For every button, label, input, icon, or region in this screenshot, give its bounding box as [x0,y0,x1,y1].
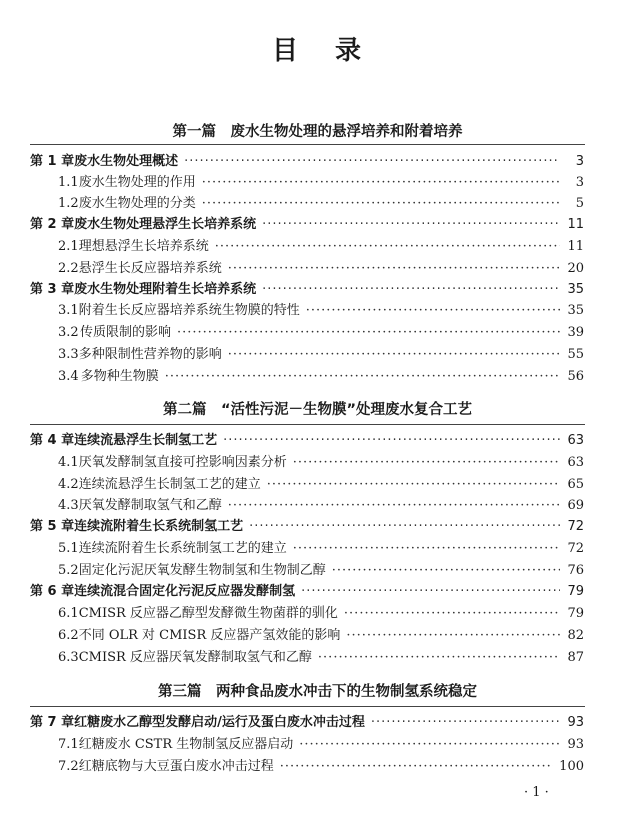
leader-dots [293,453,560,473]
chapter-title: 连续流混合固定化污泥反应器发酵制氢 [74,584,296,599]
folio-page-number: · 1 · [524,785,549,800]
toc-section[interactable] [58,539,584,559]
page-number: 65 [567,477,584,492]
section-title: 理想悬浮生长培养系统 [78,239,209,254]
toc-chapter[interactable] [30,713,584,733]
page-number: 3 [575,175,584,190]
chapter-number: 第 2 章 [30,217,75,232]
section-title: 多物种生物膜 [80,369,159,384]
leader-dots [228,496,560,516]
leader-dots [267,475,560,495]
leader-dots [371,713,560,733]
toc-section[interactable] [58,561,584,581]
toc-chapter[interactable] [30,215,584,235]
section-title: 固定化污泥厌氧发酵生物制氢和生物制乙醇 [78,563,326,578]
section-number: 2.1 [58,239,79,254]
section-number: 3.4 [58,369,79,384]
section-number: 6.2 [58,628,79,643]
leader-dots [202,194,560,214]
toc-chapter[interactable] [30,582,584,602]
leader-dots [215,237,560,257]
leader-dots [306,301,560,321]
page-number: 79 [567,606,584,621]
page-title: 目 录 [271,36,364,66]
page-number: 87 [567,650,584,665]
page-number: 100 [559,759,584,774]
leader-dots [228,259,560,279]
toc-chapter[interactable] [30,152,584,172]
page-number: 11 [567,217,584,232]
section-title: 废水生物处理的作用 [78,175,196,190]
section-number: 3.3 [58,347,79,362]
leader-dots [202,173,560,193]
toc-section[interactable] [58,194,584,214]
leader-dots [165,367,560,387]
chapter-title: 连续流悬浮生长制氢工艺 [74,433,218,448]
toc-section[interactable] [58,259,584,279]
toc-section[interactable] [58,496,584,516]
chapter-title: 红糖废水乙醇型发酵启动/运行及蛋白废水冲击过程 [74,715,365,730]
page-number: 72 [567,519,584,534]
section-title: 多种限制性营养物的影响 [78,347,222,362]
section-title: 传质限制的影响 [79,325,171,340]
chapter-number: 第 3 章 [30,282,75,297]
leader-dots [262,215,560,235]
toc-section[interactable] [58,475,584,495]
leader-dots [262,280,560,300]
page-number: 35 [567,303,584,318]
section-title: 废水生物处理的分类 [78,196,196,211]
section-title: 不同 OLR 对 CMISR 反应器产氢效能的影响 [78,628,341,643]
toc-section[interactable] [58,648,584,668]
toc-section[interactable] [58,173,584,193]
chapter-title: 连续流附着生长系统制氢工艺 [74,519,244,534]
page-number: 56 [567,369,584,384]
section-number: 5.2 [58,563,79,578]
leader-dots [332,561,560,581]
leader-dots [228,345,560,365]
toc-section[interactable] [58,453,584,473]
section-number: 1.2 [58,196,79,211]
section-number: 7.2 [58,759,79,774]
part-heading-3: 第三篇 两种食品废水冲击下的生物制氢系统稳定 [158,684,477,700]
toc-chapter[interactable] [30,280,584,300]
section-title: 厌氧发酵制取氢气和乙醇 [78,498,222,513]
section-number: 4.2 [58,477,79,492]
leader-dots [280,757,553,777]
leader-dots [299,735,560,755]
page-number: 63 [567,433,584,448]
leader-dots [346,626,560,646]
section-number: 3.1 [58,303,79,318]
part-heading-2: 第二篇 “活性污泥－生物膜”处理废水复合工艺 [162,402,473,418]
chapter-number: 第 5 章 [30,519,75,534]
toc-section[interactable] [58,604,584,624]
section-title: CMISR 反应器厌氧发酵制取氢气和乙醇 [78,650,312,665]
page-number: 39 [567,325,584,340]
toc-section[interactable] [58,367,584,387]
toc-section[interactable] [58,735,584,755]
section-title: 附着生长反应器培养系统生物膜的特性 [78,303,300,318]
toc-section[interactable] [58,323,584,343]
section-title: 厌氧发酵制氢直接可控影响因素分析 [78,455,287,470]
page-number: 5 [575,196,584,211]
section-number: 6.3 [58,650,79,665]
page-number: 20 [567,261,584,276]
section-number: 7.1 [58,737,79,752]
toc-section[interactable] [58,345,584,365]
section-title: 红糖底物与大豆蛋白废水冲击过程 [78,759,274,774]
chapter-title: 废水生物处理悬浮生长培养系统 [74,217,257,232]
toc-chapter[interactable] [30,517,584,537]
chapter-title: 废水生物处理概述 [74,154,179,169]
page-number: 76 [567,563,584,578]
chapter-number: 第 1 章 [30,154,75,169]
page-number: 72 [567,541,584,556]
chapter-number: 第 4 章 [30,433,75,448]
page-number: 55 [567,347,584,362]
leader-dots [318,648,560,668]
toc-chapter[interactable] [30,431,584,451]
leader-dots [249,517,560,537]
chapter-number: 第 7 章 [30,715,75,730]
chapter-title: 废水生物处理附着生长培养系统 [74,282,257,297]
section-number: 6.1 [58,606,79,621]
toc-section[interactable] [58,301,584,321]
page-number: 79 [567,584,584,599]
toc-section[interactable] [58,237,584,257]
page-number: 63 [567,455,584,470]
section-title: 连续流悬浮生长制氢工艺的建立 [78,477,261,492]
page-number: 69 [567,498,584,513]
leader-dots [301,582,560,602]
section-title: 红糖废水 CSTR 生物制氢反应器启动 [78,737,294,752]
part-heading-1: 第一篇 废水生物处理的悬浮培养和附着培养 [172,124,463,140]
section-title: 连续流附着生长系统制氢工艺的建立 [78,541,287,556]
section-number: 5.1 [58,541,79,556]
chapter-number: 第 6 章 [30,584,75,599]
section-number: 4.3 [58,498,79,513]
part-divider-2 [30,424,585,425]
leader-dots [344,604,560,624]
section-title: 悬浮生长反应器培养系统 [78,261,222,276]
part-divider-3 [30,706,585,707]
part-divider-1 [30,144,585,145]
page-number: 82 [567,628,584,643]
page-number: 93 [567,715,584,730]
leader-dots [177,323,560,343]
page-number: 11 [567,239,584,254]
toc-section[interactable] [58,626,584,646]
leader-dots [223,431,560,451]
page-number: 93 [567,737,584,752]
page-number: 3 [575,154,584,169]
section-number: 1.1 [58,175,79,190]
toc-section[interactable] [58,757,584,777]
section-number: 3.2 [58,325,79,340]
leader-dots [184,152,560,172]
leader-dots [293,539,560,559]
section-number: 2.2 [58,261,79,276]
section-number: 4.1 [58,455,79,470]
page-number: 35 [567,282,584,297]
section-title: CMISR 反应器乙醇型发酵微生物菌群的驯化 [78,606,338,621]
